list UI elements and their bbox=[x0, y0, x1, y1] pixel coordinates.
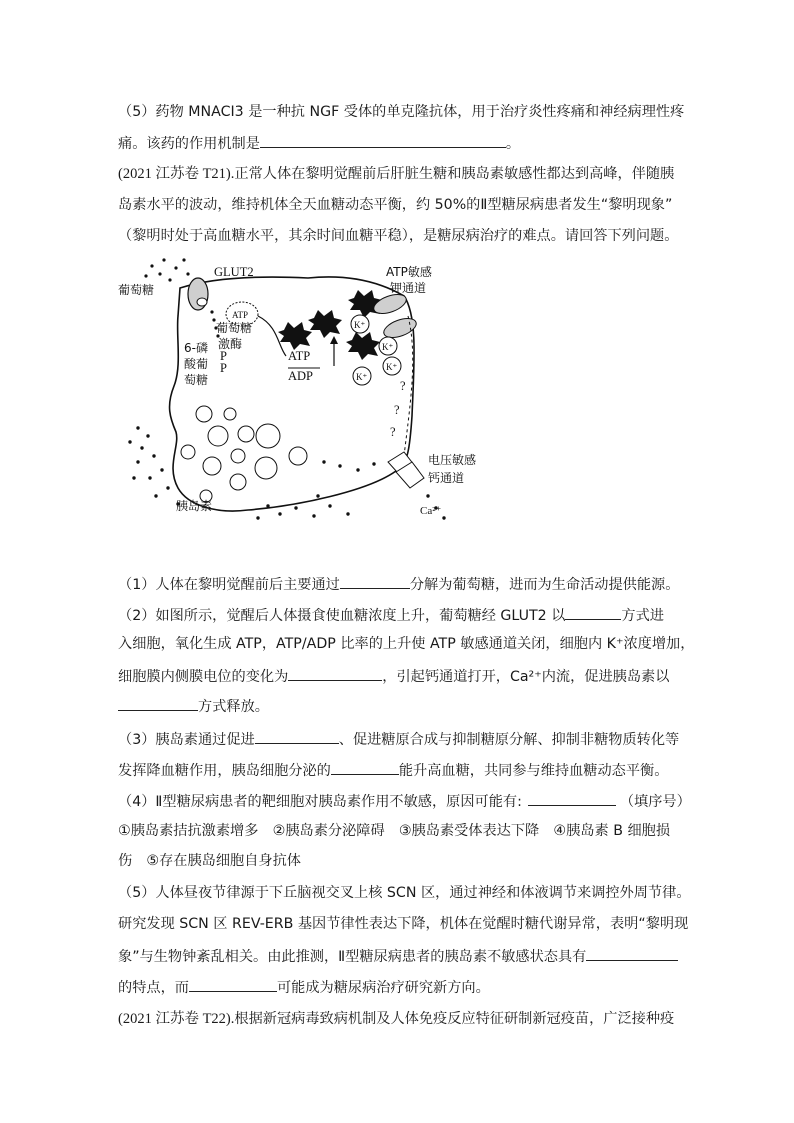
k-ion-label-3: K⁺ bbox=[386, 362, 398, 372]
g6p-label-3: 萄糖 bbox=[184, 373, 209, 387]
q3-text2-end: 能升高血糖，共同参与维持血糖动态平衡。 bbox=[398, 763, 669, 779]
k-ion-label-4: K⁺ bbox=[356, 372, 368, 382]
q1-text-end: 分解为葡萄糖，进而为生命活动提供能源。 bbox=[409, 577, 680, 593]
voltage-gated-ca-channel bbox=[388, 452, 424, 488]
adp-label: ADP bbox=[288, 369, 314, 383]
q2-blank3[interactable] bbox=[118, 695, 198, 711]
glut2-transporter bbox=[188, 278, 208, 310]
atp-label: ATP bbox=[288, 349, 311, 363]
ca-channel-label-1: 电压敏感 bbox=[428, 453, 477, 467]
atp-channel-label-2: 钾通道 bbox=[390, 281, 427, 295]
question-mark-2: ? bbox=[394, 403, 400, 417]
question-mark-3: ? bbox=[390, 425, 396, 439]
q3-text1: （3）胰岛素通过促进 bbox=[118, 732, 255, 748]
intro-line1-text: 正常人体在黎明觉醒前后肝脏生糖和胰岛素敏感性都达到高峰，伴随胰 bbox=[234, 166, 675, 182]
q4-options-line1: ①胰岛素拮抗激素增多 ②胰岛素分泌障碍 ③胰岛素受体表达下降 ④胰岛素 B 细胞损 bbox=[118, 823, 671, 839]
q5-line4 bbox=[118, 976, 490, 998]
q5-text4-end: 可能成为糖尿病治疗研究新方向。 bbox=[276, 980, 490, 996]
prev-q5-line2-text: 痛。该药的作用机制是 bbox=[118, 136, 260, 152]
ca-channel-label-2: 钙通道 bbox=[428, 471, 465, 485]
q2-line4 bbox=[118, 695, 269, 717]
insulin-vesicles bbox=[181, 406, 307, 502]
q5-line1: （5）人体昼夜节律源于下丘脑视交叉上核 SCN 区，通过神经和体液调节来调控外周节律。 bbox=[118, 885, 691, 901]
q5-blank1[interactable] bbox=[586, 945, 678, 961]
intro-line3: （黎明时处于高血糖水平，其余时间血糖平稳），是糖尿病治疗的难点。请回答下列问题。 bbox=[118, 228, 679, 244]
question-mark-1: ? bbox=[400, 379, 406, 393]
q3-text2: 发挥降血糖作用，胰岛细胞分泌的 bbox=[118, 763, 331, 779]
q2-blank2[interactable] bbox=[288, 665, 382, 681]
q3-line1 bbox=[118, 728, 679, 750]
question-source: (2021 江苏卷 T21). bbox=[118, 166, 235, 182]
q2-text1: （2）如图所示，觉醒后人体摄食使血糖浓度上升，葡萄糖经 GLUT2 以 bbox=[118, 608, 566, 624]
calcium-ion-label: Ca²⁺ bbox=[420, 505, 442, 517]
q2-text4: 方式释放。 bbox=[198, 699, 269, 715]
q1-blank[interactable] bbox=[340, 573, 410, 589]
q5-text4: 的特点，而 bbox=[118, 980, 189, 996]
glucose-dots bbox=[144, 258, 219, 337]
hexokinase-label-1: 葡萄糖 bbox=[216, 321, 253, 335]
intro-line1 bbox=[118, 164, 674, 184]
insulin-label: 胰岛素 bbox=[176, 499, 213, 513]
prev-q5-line1: （5）药物 MNACI3 是一种抗 NGF 受体的单克隆抗体，用于治疗炎性疼痛和神经病理性疼 bbox=[118, 104, 685, 120]
prev-q5-line2 bbox=[118, 132, 520, 154]
next-question-source: (2021 江苏卷 T22). bbox=[118, 1011, 235, 1027]
q2-line2: 入细胞，氧化生成 ATP，ATP/ADP 比率的上升使 ATP 敏感通道关闭，细胞内 K⁺浓度增加， bbox=[118, 636, 695, 652]
q2-text1-end: 方式进 bbox=[621, 608, 664, 624]
k-ion-label-2: K⁺ bbox=[382, 342, 394, 352]
q2-text3: 细胞膜内侧膜电位的变化为 bbox=[118, 669, 289, 685]
q5-blank2[interactable] bbox=[189, 976, 277, 992]
q3-blank1[interactable] bbox=[255, 728, 339, 744]
q2-line3 bbox=[118, 665, 669, 687]
glucose-label: 葡萄糖 bbox=[118, 283, 155, 297]
prev-q5-line2-end: 。 bbox=[505, 136, 521, 152]
hexokinase-label-2: 激酶 bbox=[218, 337, 243, 351]
q4-text1: （4）Ⅱ型糖尿病患者的靶细胞对胰岛素作用不敏感，原因可能有: bbox=[118, 794, 522, 810]
g6p-label-2: 酸葡 bbox=[184, 357, 209, 371]
phosphate-label-2: P bbox=[220, 361, 227, 375]
q1-line bbox=[118, 573, 679, 595]
q4-options-line2: 伤 ⑤存在胰岛细胞自身抗体 bbox=[118, 853, 301, 869]
next-question-text: 根据新冠病毒致病机制及人体免疫反应特征研制新冠疫苗，广泛接种疫 bbox=[234, 1011, 675, 1027]
answer-blank[interactable] bbox=[260, 132, 506, 148]
q2-text3-end: ，引起钙通道打开，Ca²⁺内流，促进胰岛素以 bbox=[382, 669, 670, 685]
q2-line1 bbox=[118, 604, 664, 626]
intro-line2: 岛素水平的波动，维持机体全天血糖动态平衡，约 50%的Ⅱ型糖尿病患者发生“黎明现象” bbox=[118, 197, 673, 213]
q3-line2 bbox=[118, 759, 668, 781]
next-question-line bbox=[118, 1009, 674, 1029]
q4-blank[interactable] bbox=[528, 790, 616, 806]
q4-line1 bbox=[118, 790, 691, 812]
q4-text1-end: （填序号） bbox=[619, 794, 691, 810]
phosphate-label-1: P bbox=[220, 349, 227, 363]
k-ion-label-1: K⁺ bbox=[354, 320, 366, 330]
q5-text3: 象”与生物钟紊乱相关。由此推测，Ⅱ型糖尿病患者的胰岛素不敏感状态具有 bbox=[118, 949, 587, 965]
q3-text1-end: 、促进糖原合成与抑制糖原分解、抑制非糖物质转化等 bbox=[338, 732, 680, 748]
q5-line2: 研究发现 SCN 区 REV-ERB 基因节律性表达下降，机体在觉醒时糖代谢异常，表明“黎明现 bbox=[118, 916, 689, 932]
g6p-label-1: 6-磷 bbox=[184, 341, 208, 355]
atp-channel-label-1: ATP敏感 bbox=[386, 265, 432, 279]
q5-line3 bbox=[118, 945, 678, 967]
glut2-label: GLUT2 bbox=[214, 265, 254, 279]
islet-cell-diagram bbox=[118, 256, 518, 526]
q3-blank2[interactable] bbox=[331, 759, 399, 775]
svg-text:ATP: ATP bbox=[232, 310, 249, 320]
q2-blank1[interactable] bbox=[565, 604, 621, 620]
q1-text: （1）人体在黎明觉醒前后主要通过 bbox=[118, 577, 340, 593]
